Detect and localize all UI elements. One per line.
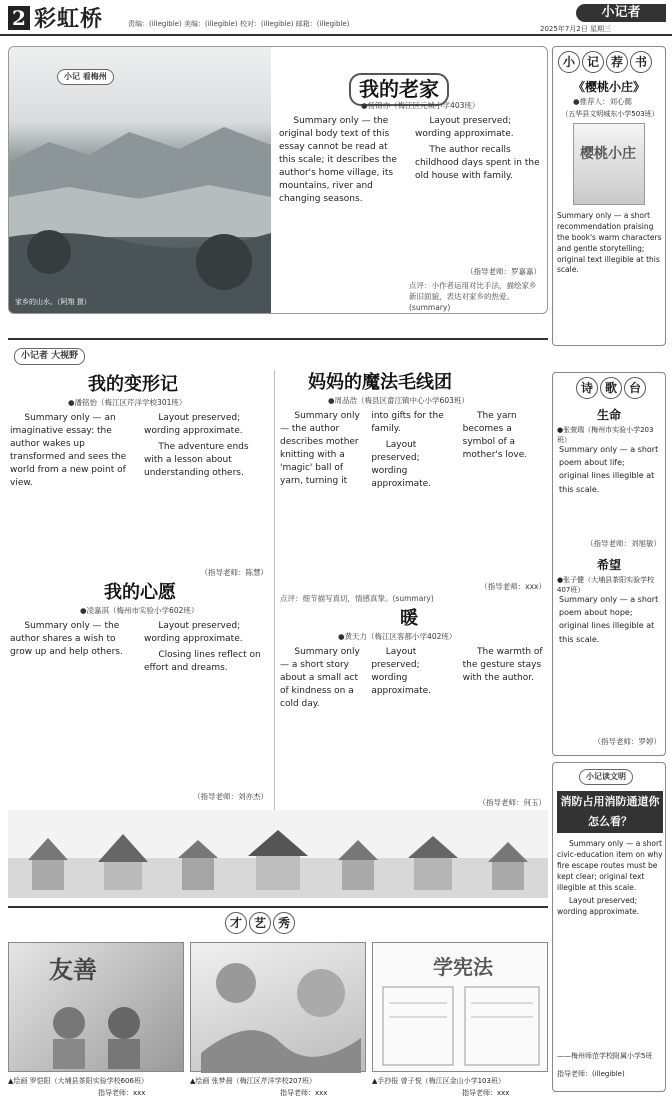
bigview-section [8, 338, 548, 898]
paragraph: The yarn becomes a symbol of a mother's love. [462, 411, 528, 461]
artwork-handwritten-newspaper [372, 942, 548, 1072]
talent-section [8, 906, 548, 1096]
paragraph: Summary only — a short civic-education item on why fire escape routes must be kept clear; original text illegible at this scale. [557, 839, 663, 892]
hometown-comment: 点评：小作者运用对比手法，描绘家乡新旧面貌，表达对家乡的热爱。(summary) [409, 281, 537, 312]
poem-line: original lines illegible at this scale. [559, 471, 655, 494]
poem1-title: 生命 [596, 408, 621, 422]
poem-line: Summary only — a short poem about life; [559, 445, 659, 468]
paragraph: Layout preserved; wording approximate. [144, 413, 243, 437]
news-editor: 指导老师：(illegible) [557, 1070, 625, 1078]
paragraph: Closing lines reflect on effort and dreams. [144, 650, 261, 674]
header-char: 才 [225, 912, 247, 934]
poem1-editor: （指导老师：刘旭敏） [586, 539, 661, 548]
heart-body [10, 620, 268, 790]
header-char: 台 [624, 377, 646, 399]
brand-tag: 小记者 [576, 4, 666, 22]
talent-header [224, 912, 296, 934]
recommend-header [557, 51, 653, 73]
header-char: 荐 [606, 51, 628, 73]
artwork-layout [373, 943, 549, 1073]
header-char: 歌 [600, 377, 622, 399]
magic-editor: （指导老师：xxx） [480, 582, 546, 591]
header-char: 记 [582, 51, 604, 73]
book-recommendation [552, 46, 666, 346]
paragraph: Layout preserved; wording approximate. [557, 896, 640, 917]
hometown-title: 我的老家 [349, 73, 449, 106]
magic-comment: 点评：细节描写真切，情感真挚。(summary) [280, 594, 434, 603]
artwork-teacher: 指导老师：xxx [98, 1089, 146, 1097]
paragraph: Summary only — an imaginative essay: the author wakes up transformed and sees the world from a new point of view. [10, 413, 127, 489]
civic-news [552, 762, 666, 1092]
poem-line: original lines illegible at this scale. [559, 621, 655, 644]
artwork-caption: ▲绘画 张梦晨（梅江区芹洋学校207班） [190, 1077, 316, 1085]
poem-line: Summary only — a short poem about hope; [559, 595, 659, 618]
page-title: 彩虹桥 [34, 6, 104, 32]
paragraph: Layout preserved; wording approximate. [371, 647, 432, 697]
paragraph: Summary only — the author describes mother knitting with a 'magic' ball of yarn, turning it into gifts for the family. [280, 411, 444, 487]
magic-body [280, 410, 546, 580]
book-review: Summary only — a short recommendation praising the book's warm characters and gentle storytelling; original text illegible at this scale. [557, 211, 662, 275]
issue-date: 2025年7月2日 星期三 [540, 25, 611, 33]
magic-byline: ●周品浩（梅县区畲江镇中心小学603班） [328, 396, 469, 405]
paragraph: Layout preserved; wording approximate. [144, 621, 243, 645]
poem2-title: 希望 [596, 558, 621, 572]
town-illustration [8, 810, 548, 898]
change-byline: ●潘铭怡（梅江区芹洋学校301班） [68, 398, 187, 407]
town-skyline [8, 810, 548, 898]
header-char: 书 [630, 51, 652, 73]
warm-body [280, 646, 546, 796]
warm-byline: ●黄天力（梅江区客都小学402班） [338, 632, 457, 641]
landscape-drawing [9, 47, 271, 314]
news-reporter: ——梅州师范学校附属小学5班 [557, 1052, 653, 1060]
book-title: 《樱桃小庄》 [572, 80, 645, 94]
heart-title: 我的心愿 [104, 582, 176, 603]
hometown-editor: （指导老师：罗嘉嘉） [466, 267, 541, 276]
poetry-section [552, 372, 666, 756]
paragraph: Summary only — the author shares a wish to grow up and help others. [10, 621, 123, 658]
change-editor: （指导老师：陈慧） [200, 568, 268, 577]
news-headline: 消防占用消防通道你怎么看？ [557, 791, 663, 833]
artwork-caption: ▲绘画 罗恺阳（大埔县茶阳实验学校606班） [8, 1077, 148, 1085]
page-header [0, 0, 672, 36]
header-char: 诗 [576, 377, 598, 399]
paragraph: The adventure ends with a lesson about understanding others. [144, 442, 249, 479]
news-body [557, 839, 663, 1045]
poem2-byline: ●张子健（大埔县茶阳实验学校407班） [557, 576, 655, 595]
hometown-byline: ●杨锦亦（梅江区元城小学403班） [361, 101, 480, 110]
paragraph: Summary only — the original body text of this essay cannot be read at this scale; it describes the author's home village, its mountains, river and changing seasons. [279, 116, 397, 205]
warm-title: 暖 [400, 608, 418, 629]
heart-byline: ●凌嘉淇（梅州市实验小学602班） [80, 606, 199, 615]
book-cover [573, 123, 645, 205]
paragraph: The warmth of the gesture stays with the author. [462, 647, 543, 684]
poem2-lines [559, 593, 663, 646]
paragraph: Layout preserved; wording approximate. [371, 440, 432, 490]
change-body [10, 412, 268, 568]
artwork-figures [9, 943, 185, 1073]
book-cover-title: 樱桃小庄 [580, 146, 636, 162]
poem2-editor: （指导老师：罗婷） [593, 737, 661, 746]
recommender-school: （五华县文明城东小学503班） [561, 110, 659, 118]
artwork-shapes [191, 943, 367, 1073]
page-number: 2 [8, 6, 30, 30]
artwork-painting [190, 942, 366, 1072]
poem1-lines [559, 443, 663, 496]
artwork-teacher: 指导老师：xxx [462, 1089, 510, 1097]
landscape-photo [9, 47, 271, 314]
artwork-caption: ▲手抄报 曾子悦（梅江区金山小学103班） [372, 1077, 505, 1085]
artwork-teacher: 指导老师：xxx [280, 1089, 328, 1097]
artwork-text: 学宪法 [433, 955, 493, 979]
section-tag-hometown: 小记 看梅州 [57, 69, 114, 85]
paragraph: Layout preserved; wording approximate. [415, 116, 514, 140]
poetry-header [575, 377, 647, 399]
change-title: 我的变形记 [88, 374, 178, 395]
header-char: 秀 [273, 912, 295, 934]
magic-title: 妈妈的魔法毛线团 [308, 372, 452, 393]
news-tag: 小记读文明 [579, 769, 633, 785]
hometown-article [8, 46, 548, 314]
artwork-text: 友善 [49, 955, 97, 984]
poem1-byline: ●张萱瑞（梅州市实验小学203班） [557, 426, 654, 445]
recommender: ●推荐人：刘心懿 [573, 97, 633, 106]
warm-editor: （指导老师：何玉） [478, 798, 546, 807]
hometown-body [279, 115, 541, 265]
paragraph: Summary only — a short story about a small act of kindness on a cold day. [280, 647, 360, 710]
photo-caption: 家乡的山水。（阿翔 摄） [15, 298, 91, 306]
staff-line: 责编：(illegible) 美编：(illegible) 校对：(illegible) 邮箱：(illegible) [128, 20, 350, 28]
paragraph: The author recalls childhood days spent in the old house with family. [415, 145, 540, 182]
heart-editor: （指导老师：刘亦杰） [193, 792, 268, 801]
header-char: 小 [558, 51, 580, 73]
header-char: 艺 [249, 912, 271, 934]
section-tag-bigview: 小记者 大视野 [14, 348, 85, 365]
artwork-friendship [8, 942, 184, 1072]
